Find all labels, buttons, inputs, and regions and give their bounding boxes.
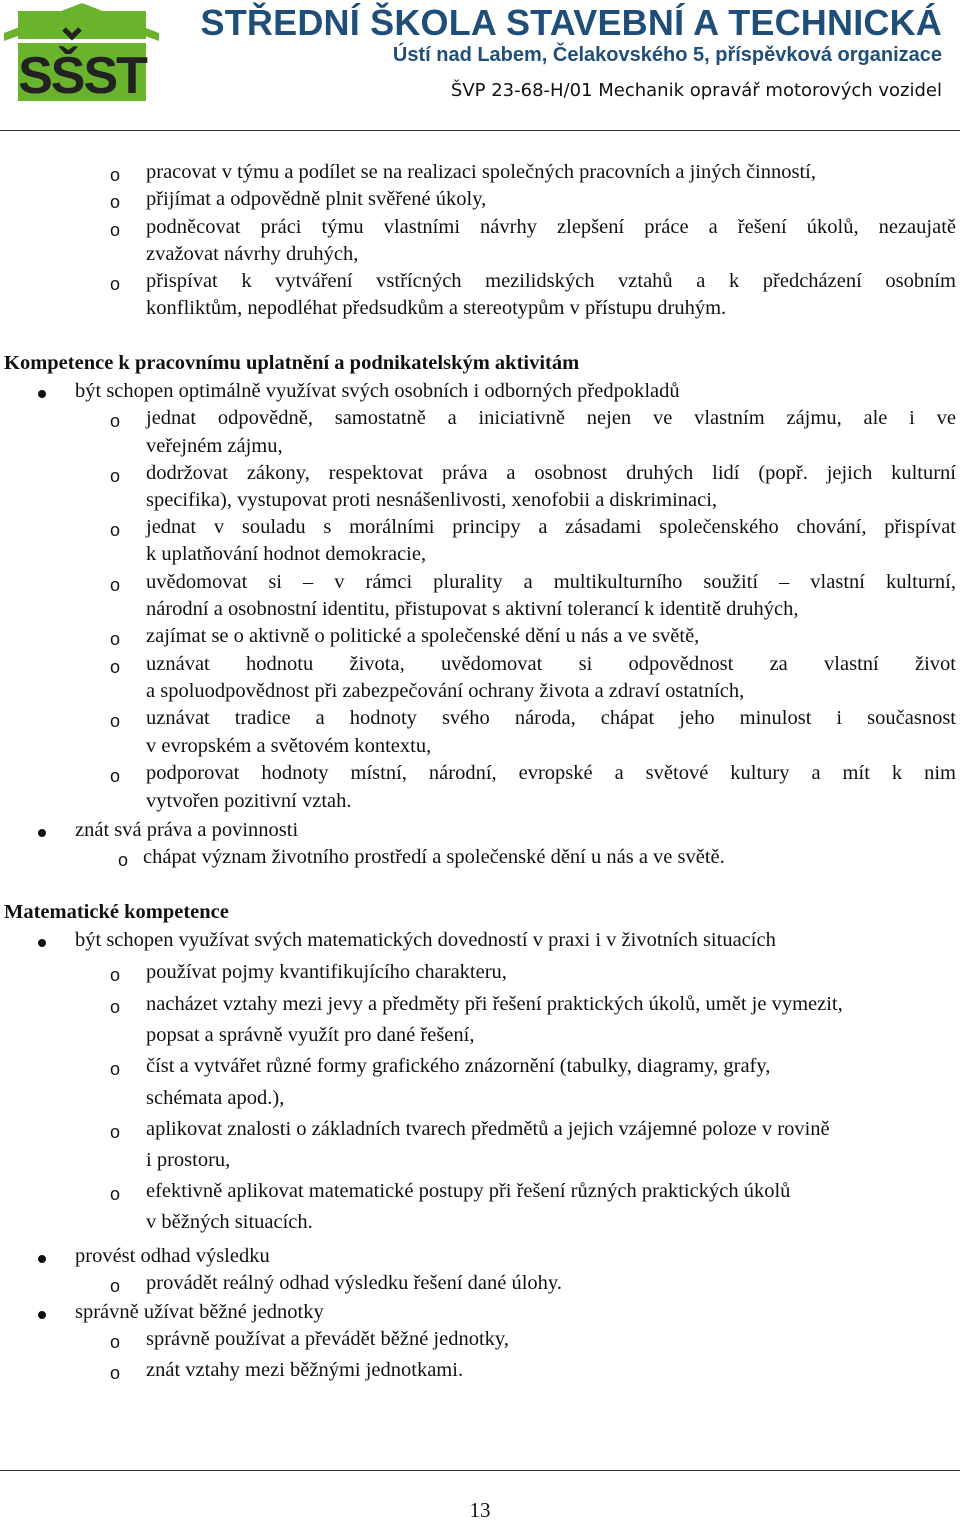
school-logo	[4, 3, 159, 102]
footer-divider	[0, 1470, 960, 1471]
list-item-continuation: vytvořen pozitivní vztah.	[146, 790, 352, 812]
bullet-icon	[38, 390, 46, 398]
list-item-continuation: a spoluodpovědnost při zabezpečování ochrany života a zdraví ostatních,	[146, 680, 745, 702]
list-item: přijímat a odpovědně plnit svěřené úkoly,	[146, 188, 487, 210]
list-marker: o	[110, 274, 121, 294]
list-item: zajímat se o aktivně o politické a společenské dění u nás a ve světě,	[146, 625, 700, 647]
list-marker: o	[110, 711, 121, 731]
list-item: provádět reálný odhad výsledku řešení dané úlohy.	[146, 1272, 562, 1294]
page-header	[0, 0, 960, 110]
list-marker: o	[110, 520, 121, 540]
logo-lettering: SŠST	[18, 47, 146, 102]
header-divider	[0, 130, 960, 131]
list-item: podporovat hodnoty místní, národní, evropské a světové kultury a mít k nim	[146, 762, 956, 784]
bullet-item: být schopen využívat svých matematických dovedností v praxi i v životních situacích	[75, 929, 776, 951]
list-marker: o	[110, 411, 121, 431]
bullet-icon	[38, 1311, 46, 1319]
list-marker: o	[110, 1184, 121, 1204]
list-item-continuation: schémata apod.),	[146, 1087, 285, 1109]
list-marker: o	[110, 965, 121, 985]
list-item: uznávat hodnotu života, uvědomovat si odpovědnost za vlastní život	[146, 653, 956, 675]
list-marker: o	[110, 997, 121, 1017]
list-marker: o	[110, 1122, 121, 1142]
list-item: chápat význam životního prostředí a společenské dění u nás a ve světě.	[143, 846, 725, 868]
list-item: jednat odpovědně, samostatně a iniciativně nejen ve vlastním zájmu, ale i ve	[146, 407, 956, 429]
list-item: jednat v souladu s morálními principy a zásadami společenského chování, přispívat	[146, 516, 956, 538]
bullet-item: správně užívat běžné jednotky	[75, 1301, 324, 1323]
section-heading: Kompetence k pracovnímu uplatnění a podnikatelským aktivitám	[4, 352, 580, 374]
list-item: znát vztahy mezi běžnými jednotkami.	[146, 1359, 464, 1381]
list-item: efektivně aplikovat matematické postupy při řešení různých praktických úkolů	[146, 1180, 791, 1202]
list-marker: o	[110, 220, 121, 240]
list-marker: o	[118, 850, 129, 870]
list-item: přispívat k vytváření vstřícných mezilidských vztahů a k předcházení osobním	[146, 270, 956, 292]
list-item-continuation: konfliktům, nepodléhat předsudkům a stereotypům v přístupu druhým.	[146, 297, 727, 319]
list-item: nacházet vztahy mezi jevy a předměty při řešení praktických úkolů, umět je vymezit,	[146, 993, 843, 1015]
list-item-continuation: veřejném zájmu,	[146, 435, 283, 457]
section-heading: Matematické kompetence	[4, 901, 229, 923]
list-item-continuation: popsat a správně využít pro dané řešení,	[146, 1024, 475, 1046]
list-item-continuation: národní a osobnostní identitu, přistupovat s aktivní tolerancí k identitě druhých,	[146, 598, 799, 620]
list-item: číst a vytvářet různé formy grafického znázornění (tabulky, diagramy, grafy,	[146, 1055, 771, 1077]
list-item: dodržovat zákony, respektovat práva a osobnost druhých lidí (popř. jejich kulturní	[146, 462, 956, 484]
bullet-icon	[38, 1255, 46, 1263]
list-marker: o	[110, 1363, 121, 1383]
list-item: uznávat tradice a hodnoty svého národa, chápat jeho minulost i současnost	[146, 707, 956, 729]
bullet-icon	[38, 829, 46, 837]
bullet-icon	[38, 939, 46, 947]
list-item: používat pojmy kvantifikujícího charakteru,	[146, 961, 507, 983]
list-marker: o	[110, 657, 121, 677]
list-marker: o	[110, 629, 121, 649]
list-marker: o	[110, 1059, 121, 1079]
list-marker: o	[110, 165, 121, 185]
list-item-continuation: zvažovat návrhy druhých,	[146, 243, 359, 265]
list-marker: o	[110, 575, 121, 595]
list-marker: o	[110, 192, 121, 212]
list-item-continuation: k uplatňování hodnot demokracie,	[146, 543, 427, 565]
school-address: Ústí nad Labem, Čelakovského 5, příspěvková organizace	[392, 44, 942, 66]
bullet-item: provést odhad výsledku	[75, 1245, 270, 1267]
list-item-continuation: v běžných situacích.	[146, 1211, 313, 1233]
bullet-item: znát svá práva a povinnosti	[75, 819, 299, 841]
list-item-continuation: i prostoru,	[146, 1149, 231, 1171]
list-item: podněcovat práci týmu vlastními návrhy zlepšení práce a řešení úkolů, nezaujatě	[146, 216, 956, 238]
program-code: ŠVP 23-68-H/01 Mechanik opravář motorových vozidel	[450, 80, 942, 101]
list-item-continuation: specifika), vystupovat proti nesnášenlivosti, xenofobii a diskriminaci,	[146, 489, 718, 511]
list-item: uvědomovat si – v rámci plurality a multikulturního soužití – vlastní kulturní,	[146, 571, 956, 593]
page-number: 13	[469, 1498, 491, 1522]
list-marker: o	[110, 1332, 121, 1352]
school-name: STŘEDNÍ ŠKOLA STAVEBNÍ A TECHNICKÁ	[200, 2, 942, 43]
list-marker: o	[110, 1276, 121, 1296]
bullet-item: být schopen optimálně využívat svých osobních i odborných předpokladů	[75, 380, 680, 402]
list-item-continuation: v evropském a světovém kontextu,	[146, 735, 432, 757]
list-item: pracovat v týmu a podílet se na realizaci společných pracovních a jiných činností,	[146, 161, 816, 183]
list-item: aplikovat znalosti o základních tvarech předmětů a jejich vzájemné poloze v rovině	[146, 1118, 830, 1140]
list-marker: o	[110, 766, 121, 786]
list-item: správně používat a převádět běžné jednotky,	[146, 1328, 509, 1350]
list-marker: o	[110, 466, 121, 486]
